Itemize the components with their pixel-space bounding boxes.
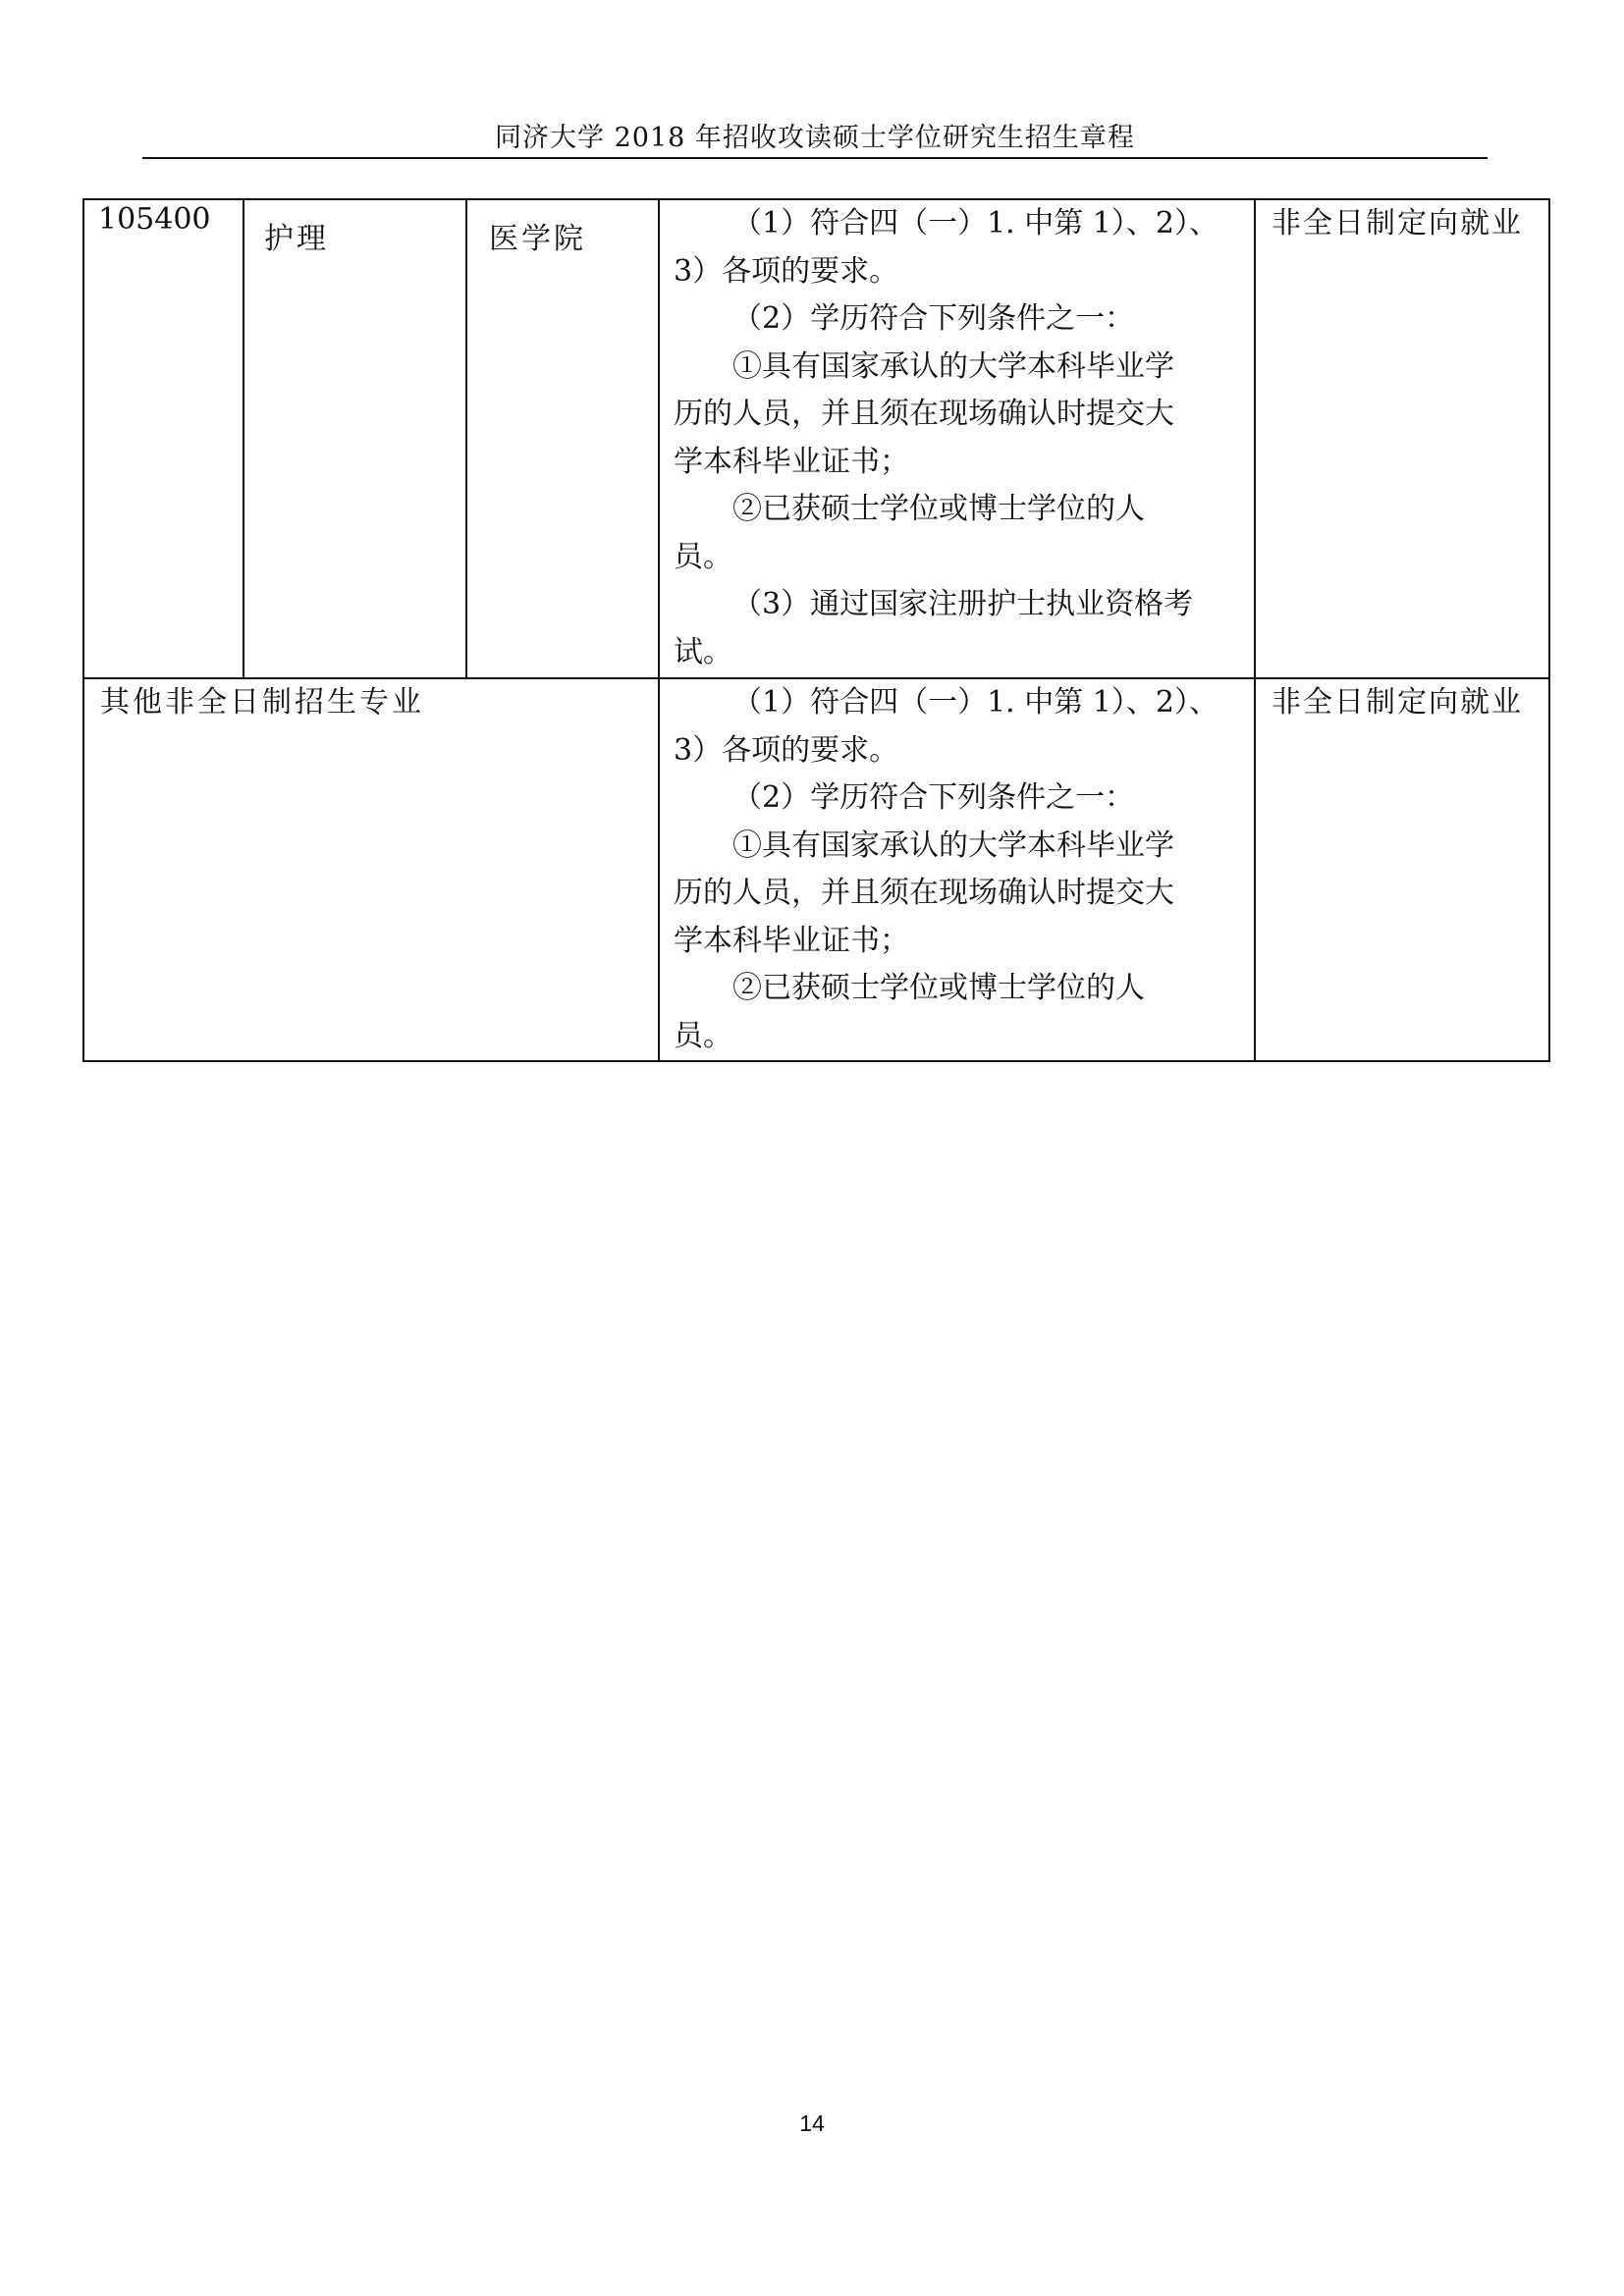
- requirement-line: 员。: [674, 1018, 732, 1053]
- study-type: 非全日制定向就业: [1272, 685, 1523, 720]
- requirement-line: ①具有国家承认的大学本科毕业学: [732, 348, 1174, 384]
- requirements-cell: [659, 678, 1255, 1061]
- requirement-line: 学本科毕业证书；: [674, 444, 909, 479]
- requirement-line: （2）学历符合下列条件之一：: [732, 301, 1135, 336]
- school-cell: [466, 199, 659, 678]
- requirement-line: 试。: [674, 634, 732, 669]
- table-row: [83, 199, 1549, 678]
- requirement-line: （1）符合四（一）1. 中第 1）、2）、: [732, 685, 1218, 720]
- requirement-line: ②已获硕士学位或博士学位的人: [732, 971, 1145, 1005]
- requirement-line: 历的人员，并且须在现场确认时提交大: [674, 397, 1174, 431]
- requirements-cell: [659, 199, 1255, 678]
- study-type: 非全日制定向就业: [1272, 206, 1523, 240]
- other-majors-label: 其他非全日制招生专业: [100, 685, 424, 720]
- requirement-line: 员。: [674, 539, 732, 574]
- requirement-line: ②已获硕士学位或博士学位的人: [732, 492, 1145, 526]
- table-row: [83, 678, 1549, 1061]
- major-code-cell: [83, 199, 244, 678]
- requirements-table: [82, 198, 1550, 1062]
- study-type-cell: [1255, 199, 1549, 678]
- requirement-line: 历的人员，并且须在现场确认时提交大: [674, 876, 1174, 910]
- study-type-cell: [1255, 678, 1549, 1061]
- page-number: 14: [799, 2110, 825, 2136]
- requirement-line: 3）各项的要求。: [674, 732, 899, 768]
- requirement-line: 学本科毕业证书；: [674, 923, 909, 958]
- major-name-cell: [244, 199, 466, 678]
- major-name: 护理: [264, 222, 329, 256]
- header-divider: [142, 157, 1488, 159]
- requirement-line: （1）符合四（一）1. 中第 1）、2）、: [732, 206, 1218, 240]
- requirement-line: 3）各项的要求。: [674, 253, 899, 289]
- requirement-line: （2）学历符合下列条件之一：: [732, 780, 1135, 815]
- requirement-line: （3）通过国家注册护士执业资格考: [732, 587, 1194, 621]
- other-majors-cell: [83, 678, 659, 1061]
- requirement-line: ①具有国家承认的大学本科毕业学: [732, 828, 1174, 863]
- major-code: 105400: [98, 202, 211, 237]
- school-name: 医学院: [489, 222, 586, 256]
- page-header-title: 同济大学 2018 年招收攻读硕士学位研究生招生章程: [495, 123, 1135, 153]
